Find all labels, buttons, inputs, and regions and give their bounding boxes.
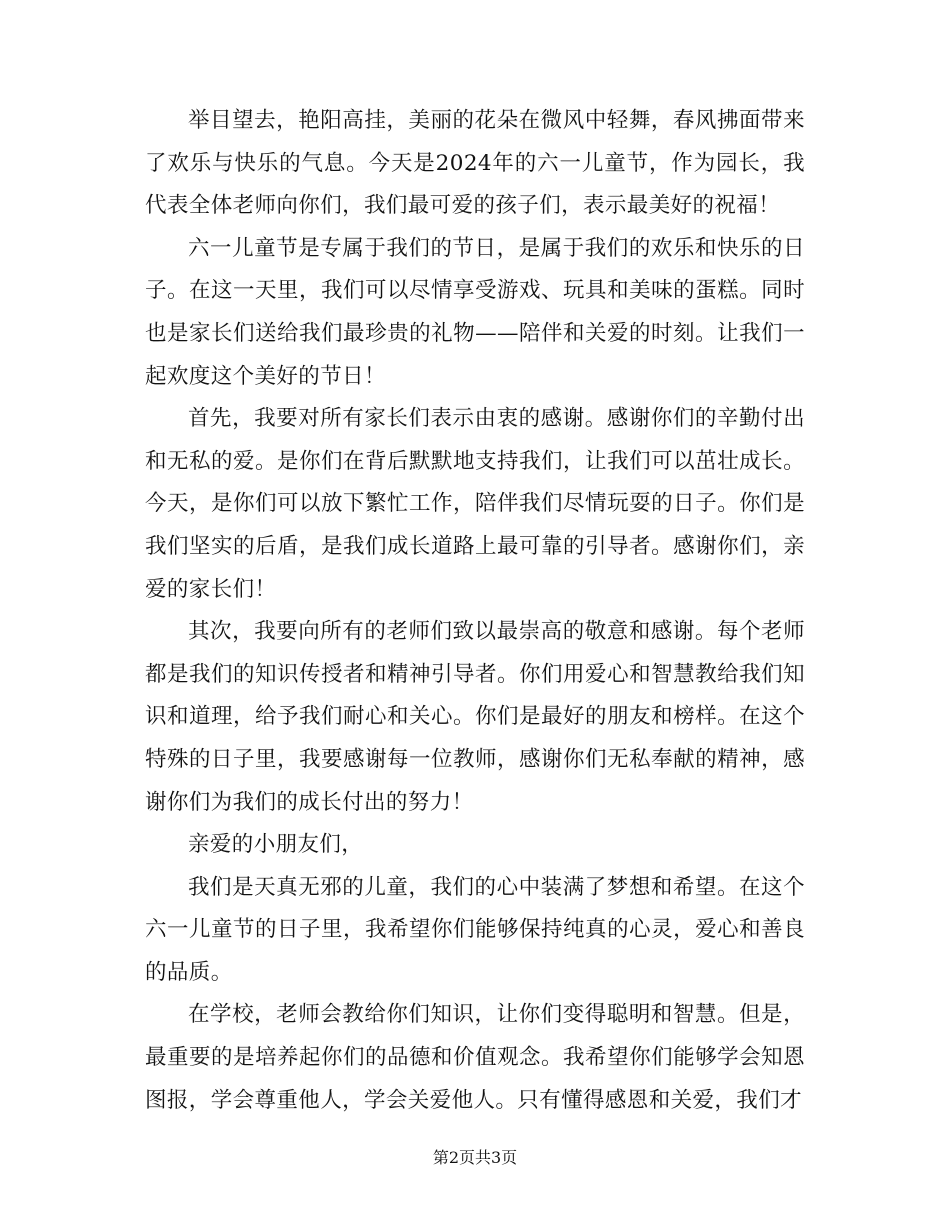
- paragraph-3: 首先，我要对所有家长们表示由衷的感谢。感谢你们的辛勤付出和无私的爱。是你们在背后默默地支持我们，让我们可以茁壮成长。今天，是你们可以放下繁忙工作，陪伴我们尽情玩耍的日子。你们是我们坚实的后盾，是我们成长道路上最可靠的引导者。感谢你们，亲爱的家长们！: [145, 406, 805, 602]
- document-body: [145, 100, 805, 1122]
- page-number-footer: 第2页共3页: [432, 1148, 518, 1167]
- paragraph-4: 其次，我要向所有的老师们致以最崇高的敬意和感谢。每个老师都是我们的知识传授者和精神引导者。你们用爱心和智慧教给我们知识和道理，给予我们耐心和关心。你们是最好的朋友和榜样。在这个特殊的日子里，我要感谢每一位教师，感谢你们无私奉献的精神，感谢你们为我们的成长付出的努力！: [145, 619, 805, 815]
- paragraph-1: 举目望去，艳阳高挂，美丽的花朵在微风中轻舞，春风拂面带来了欢乐与快乐的气息。今天是2024年的六一儿童节，作为园长，我代表全体老师向你们，我们最可爱的孩子们，表示最美好的祝福！: [145, 108, 805, 219]
- paragraph-6: 我们是天真无邪的儿童，我们的心中装满了梦想和希望。在这个六一儿童节的日子里，我希望你们能够保持纯真的心灵，爱心和善良的品质。: [145, 874, 805, 985]
- paragraph-5: 亲爱的小朋友们，: [188, 832, 364, 858]
- paragraph-7: 在学校，老师会教给你们知识，让你们变得聪明和智慧。但是，最重要的是培养起你们的品德和价值观念。我希望你们能够学会知恩图报，学会尊重他人，学会关爱他人。只有懂得感恩和关爱，我们才: [145, 1002, 805, 1113]
- paragraph-2: 六一儿童节是专属于我们的节日，是属于我们的欢乐和快乐的日子。在这一天里，我们可以尽情享受游戏、玩具和美味的蛋糕。同时也是家长们送给我们最珍贵的礼物——陪伴和关爱的时刻。让我们一起欢度这个美好的节日！: [145, 235, 805, 389]
